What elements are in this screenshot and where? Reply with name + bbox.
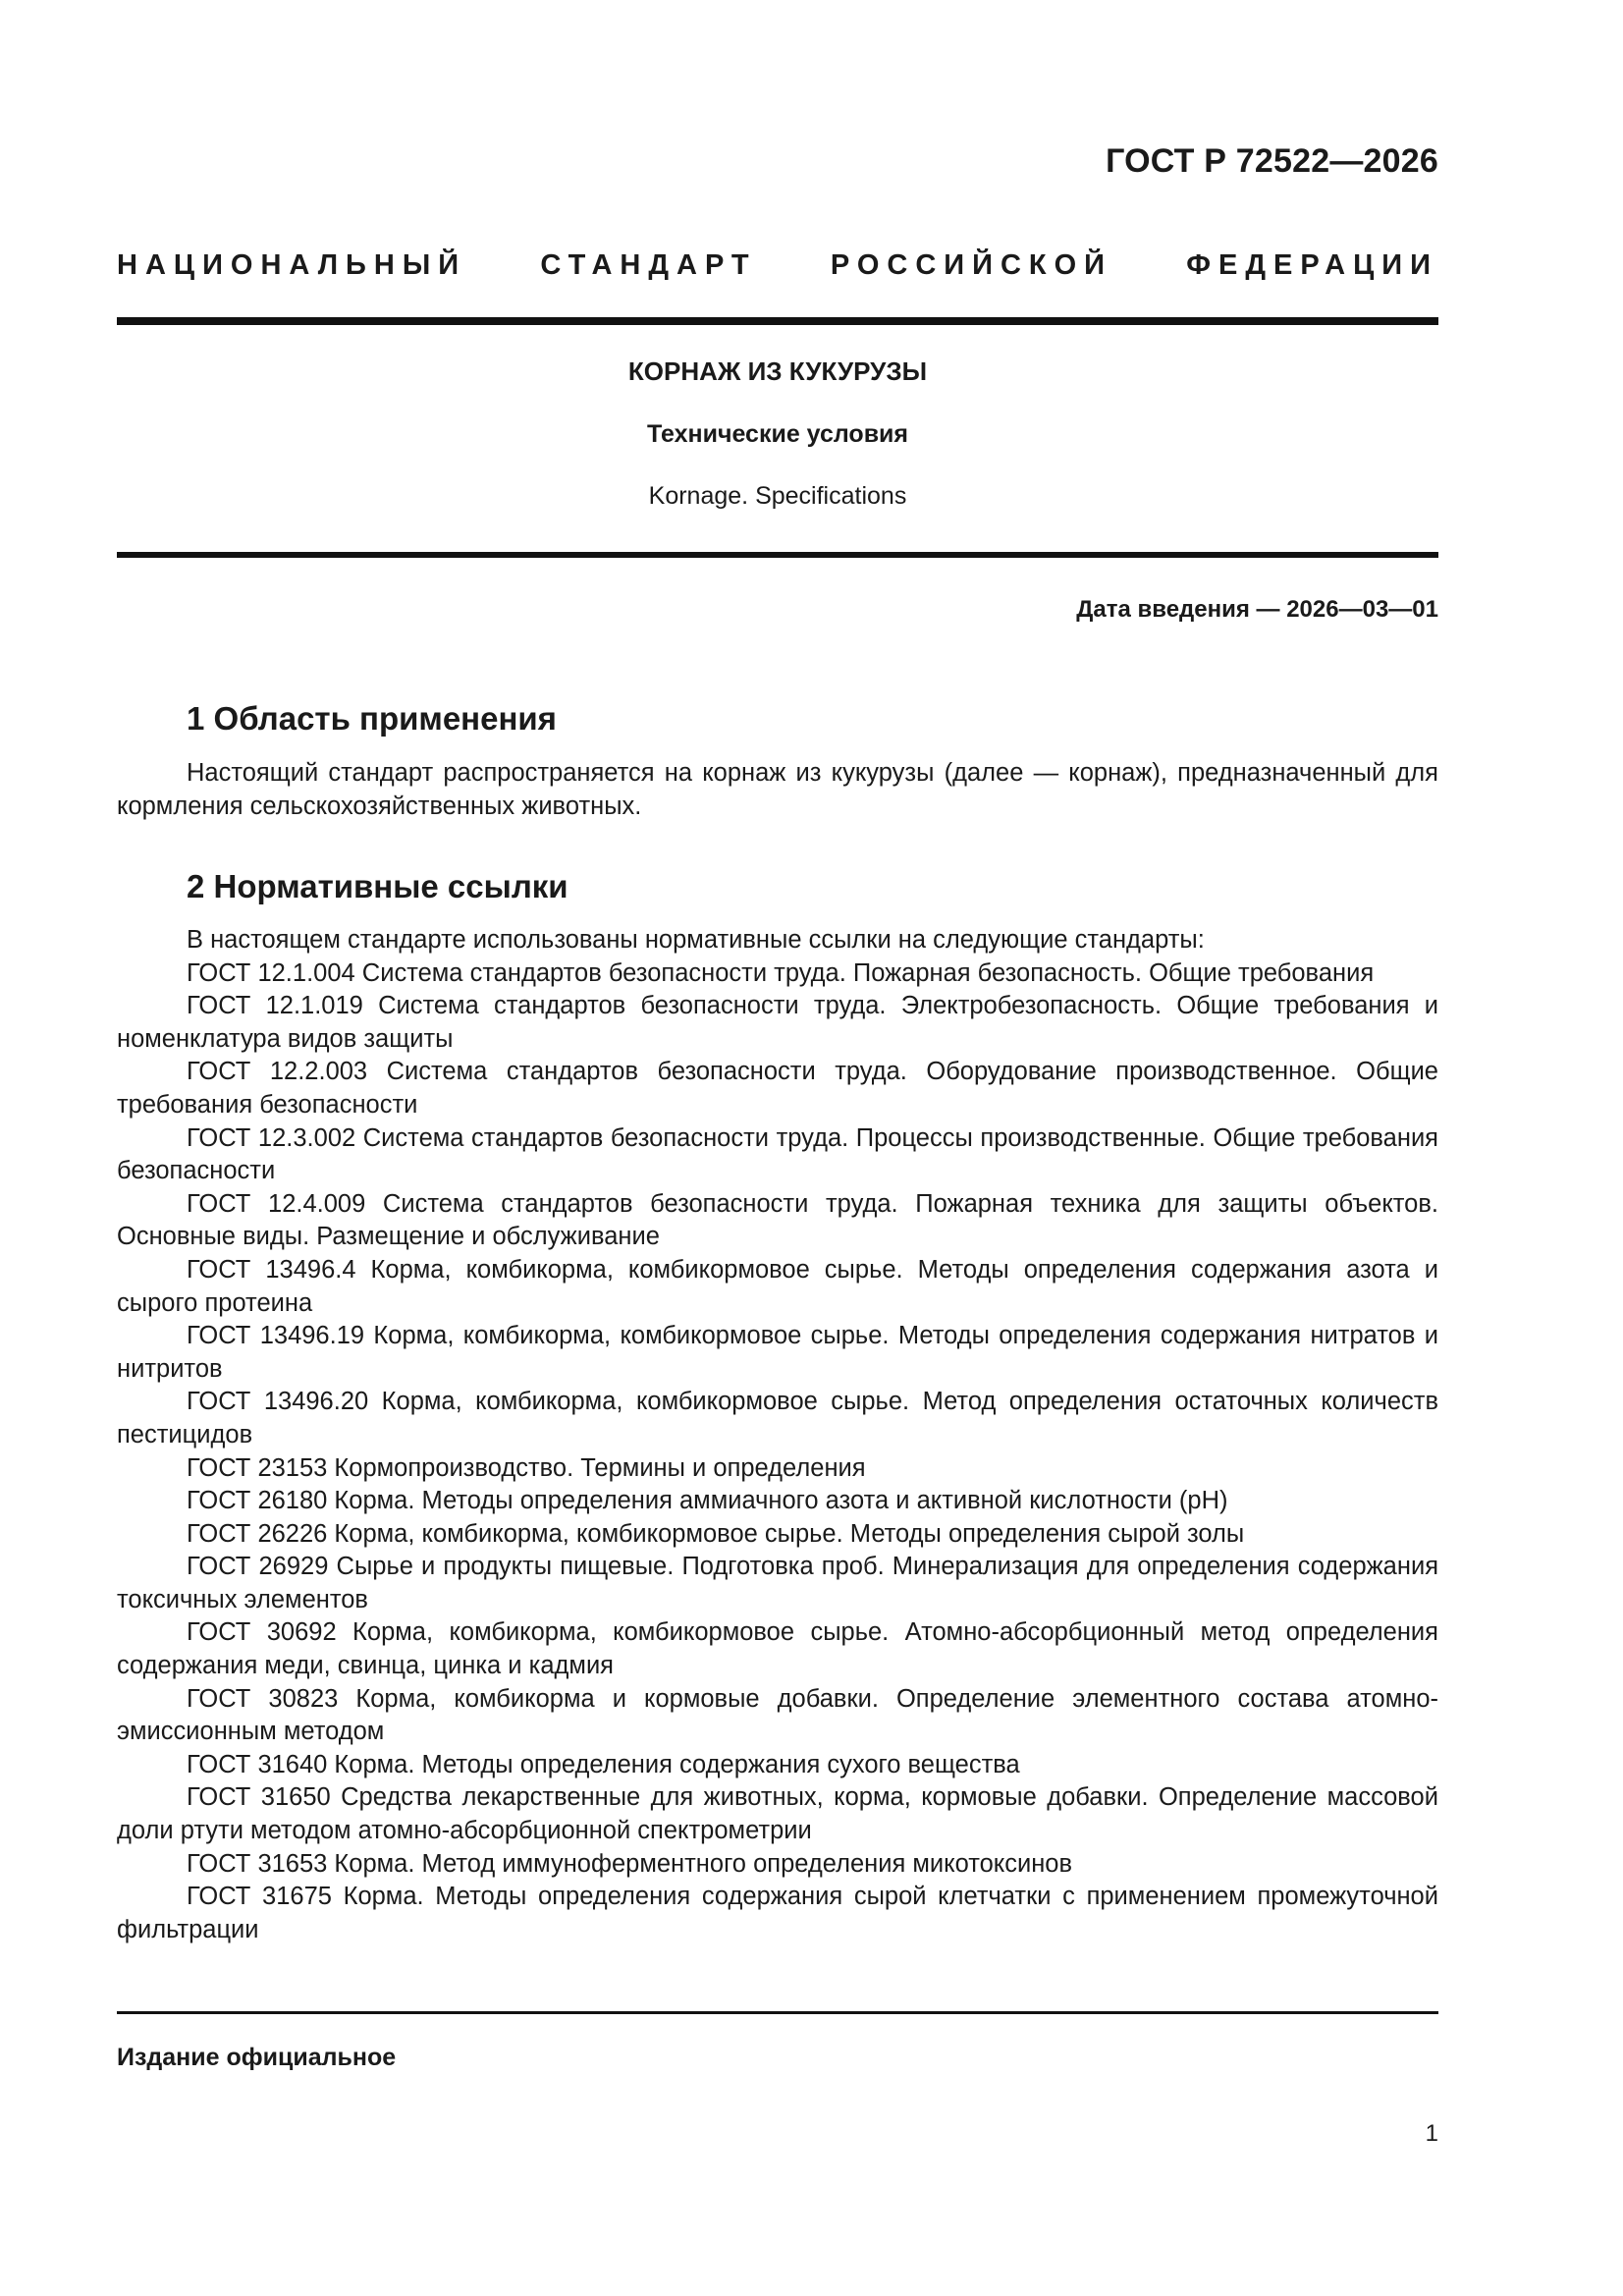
reference-item: ГОСТ 12.4.009 Система стандартов безопасности труда. Пожарная техника для защиты объектов. Основные виды. Размещение и обслуживание bbox=[117, 1189, 1438, 1251]
reference-item: ГОСТ 13496.20 Корма, комбикорма, комбикормовое сырье. Метод определения остаточных количеств пестицидов bbox=[117, 1388, 1438, 1449]
document-code: ГОСТ Р 72522—2026 bbox=[1106, 142, 1438, 180]
reference-item: ГОСТ 30823 Корма, комбикорма и кормовые добавки. Определение элементного состава атомно-эмиссионным методом bbox=[117, 1684, 1438, 1746]
reference-item: ГОСТ 31650 Средства лекарственные для животных, корма, кормовые добавки. Определение массовой доли ртути методом атомно-абсорбционной спектрометрии bbox=[117, 1783, 1438, 1845]
document-title: КОРНАЖ ИЗ КУКУРУЗЫ bbox=[627, 356, 928, 386]
reference-item: ГОСТ 31653 Корма. Метод иммуноферментного определения микотоксинов bbox=[187, 1849, 1073, 1878]
standard-type-header: НАЦИОНАЛЬНЫЙ СТАНДАРТ РОССИЙСКОЙ ФЕДЕРАЦИИ bbox=[117, 249, 1438, 281]
footer-rule bbox=[117, 2011, 1438, 2014]
section-1-title: 1 Область применения bbox=[187, 700, 557, 737]
section-1-paragraph: Настоящий стандарт распространяется на корнаж из кукурузы (далее — корнаж), предназначенный для кормления сельскохозяйственных животных. bbox=[117, 759, 1438, 820]
title-rule bbox=[117, 552, 1438, 558]
section-2-intro: В настоящем стандарте использованы нормативные ссылки на следующие стандарты: bbox=[187, 926, 1205, 954]
reference-item: ГОСТ 30692 Корма, комбикорма, комбикормовое сырье. Атомно-абсорбционный метод определения содержания меди, свинца, цинка и кадмия bbox=[117, 1618, 1438, 1680]
reference-item: ГОСТ 13496.4 Корма, комбикорма, комбикормовое сырье. Методы определения содержания азота и сырого протеина bbox=[117, 1255, 1438, 1317]
section-2-body bbox=[117, 924, 1438, 1946]
section-1-body bbox=[117, 757, 1438, 823]
document-subtitle: Технические условия bbox=[646, 420, 909, 448]
reference-item: ГОСТ 12.2.003 Система стандартов безопасности труда. Оборудование производственное. Общие требования безопасности bbox=[117, 1058, 1438, 1119]
page-number: 1 bbox=[1425, 2120, 1438, 2147]
reference-item: ГОСТ 31640 Корма. Методы определения содержания сухого вещества bbox=[187, 1750, 1020, 1778]
reference-item: ГОСТ 12.3.002 Система стандартов безопасности труда. Процессы производственные. Общие требования безопасности bbox=[117, 1123, 1438, 1185]
reference-item: ГОСТ 31675 Корма. Методы определения содержания сырой клетчатки с применением промежуточной фильтрации bbox=[117, 1883, 1438, 1943]
reference-item: ГОСТ 26180 Корма. Методы определения аммиачного азота и активной кислотности (pH) bbox=[187, 1487, 1228, 1515]
reference-item: ГОСТ 12.1.019 Система стандартов безопасности труда. Электробезопасность. Общие требования и номенклатура видов защиты bbox=[117, 992, 1438, 1053]
english-title: Kornage. Specifications bbox=[648, 482, 907, 510]
official-edition-label: Издание официальное bbox=[117, 2044, 397, 2071]
reference-item: ГОСТ 12.1.004 Система стандартов безопасности труда. Пожарная безопасность. Общие требования bbox=[187, 958, 1375, 987]
section-2-title: 2 Нормативные ссылки bbox=[187, 868, 568, 904]
reference-item: ГОСТ 26226 Корма, комбикорма, комбикормовое сырье. Методы определения сырой золы bbox=[187, 1519, 1245, 1548]
reference-item: ГОСТ 23153 Кормопроизводство. Термины и определения bbox=[187, 1453, 866, 1482]
reference-item: ГОСТ 26929 Сырье и продукты пищевые. Подготовка проб. Минерализация для определения содержания токсичных элементов bbox=[117, 1553, 1438, 1613]
reference-item: ГОСТ 13496.19 Корма, комбикорма, комбикормовое сырье. Методы определения содержания нитратов и нитритов bbox=[117, 1322, 1438, 1383]
top-rule bbox=[117, 317, 1438, 325]
introduction-date: Дата введения — 2026—03—01 bbox=[1076, 596, 1438, 623]
